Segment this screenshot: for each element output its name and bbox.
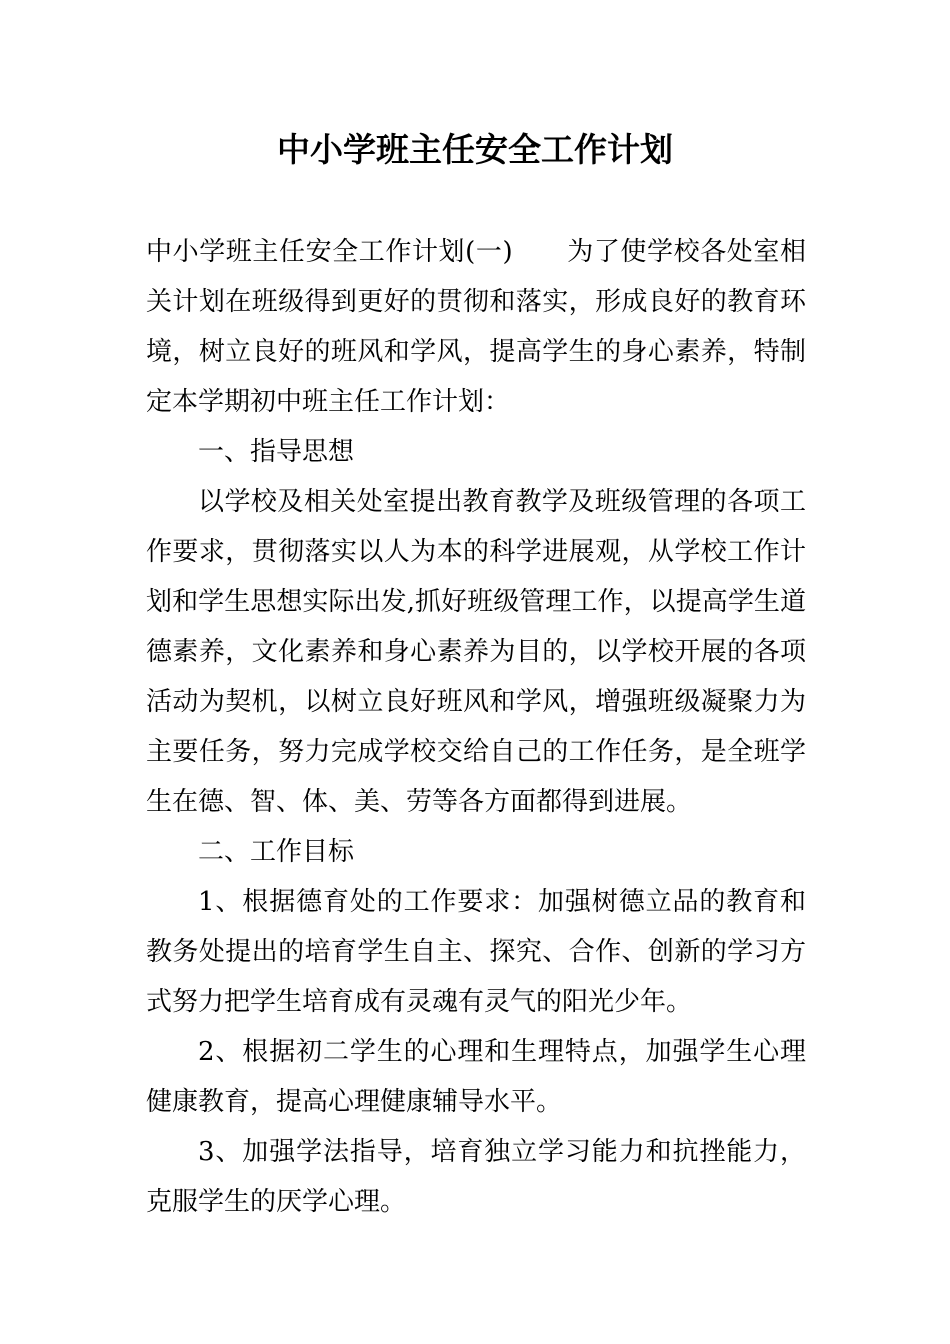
goal-2-paragraph: 2、根据初二学生的心理和生理特点，加强学生心理健康教育，提高心理健康辅导水平。: [146, 1037, 806, 1117]
goal-1-paragraph: 1、根据德育处的工作要求：加强树德立品的教育和教务处提出的培育学生自主、探究、合作、创新的学习方式努力把学生培育成有灵魂有灵气的阳光少年。: [146, 887, 806, 1017]
document-title: 中小学班主任安全工作计划: [277, 130, 673, 169]
goal-3-paragraph: 3、加强学法指导，培育独立学习能力和抗挫能力，克服学生的厌学心理。: [146, 1137, 806, 1217]
intro-text: 为了使学校各处室相关计划在班级得到更好的贯彻和落实，形成良好的教育环境，树立良好的班风和学风，提高学生的身心素养，特制定本学期初中班主任工作计划：: [146, 237, 806, 417]
document-body: [146, 227, 806, 1227]
intro-paragraph: [146, 227, 806, 427]
section1-heading: 一、指导思想: [198, 437, 355, 467]
section1-paragraph: 以学校及相关处室提出教育教学及班级管理的各项工作要求，贯彻落实以人为本的科学进展观，从学校工作计划和学生思想实际出发,抓好班级管理工作，以提高学生道德素养，文化素养和身心素养为目的，以学校开展的各项活动为契机，以树立良好班风和学风，增强班级凝聚力为主要任务，努力完成学校交给自己的工作任务，是全班学生在德、智、体、美、劳等各方面都得到进展。: [146, 487, 806, 817]
intro-heading: 中小学班主任安全工作计划(一): [146, 237, 513, 267]
section2-heading: 二、工作目标: [198, 837, 355, 867]
